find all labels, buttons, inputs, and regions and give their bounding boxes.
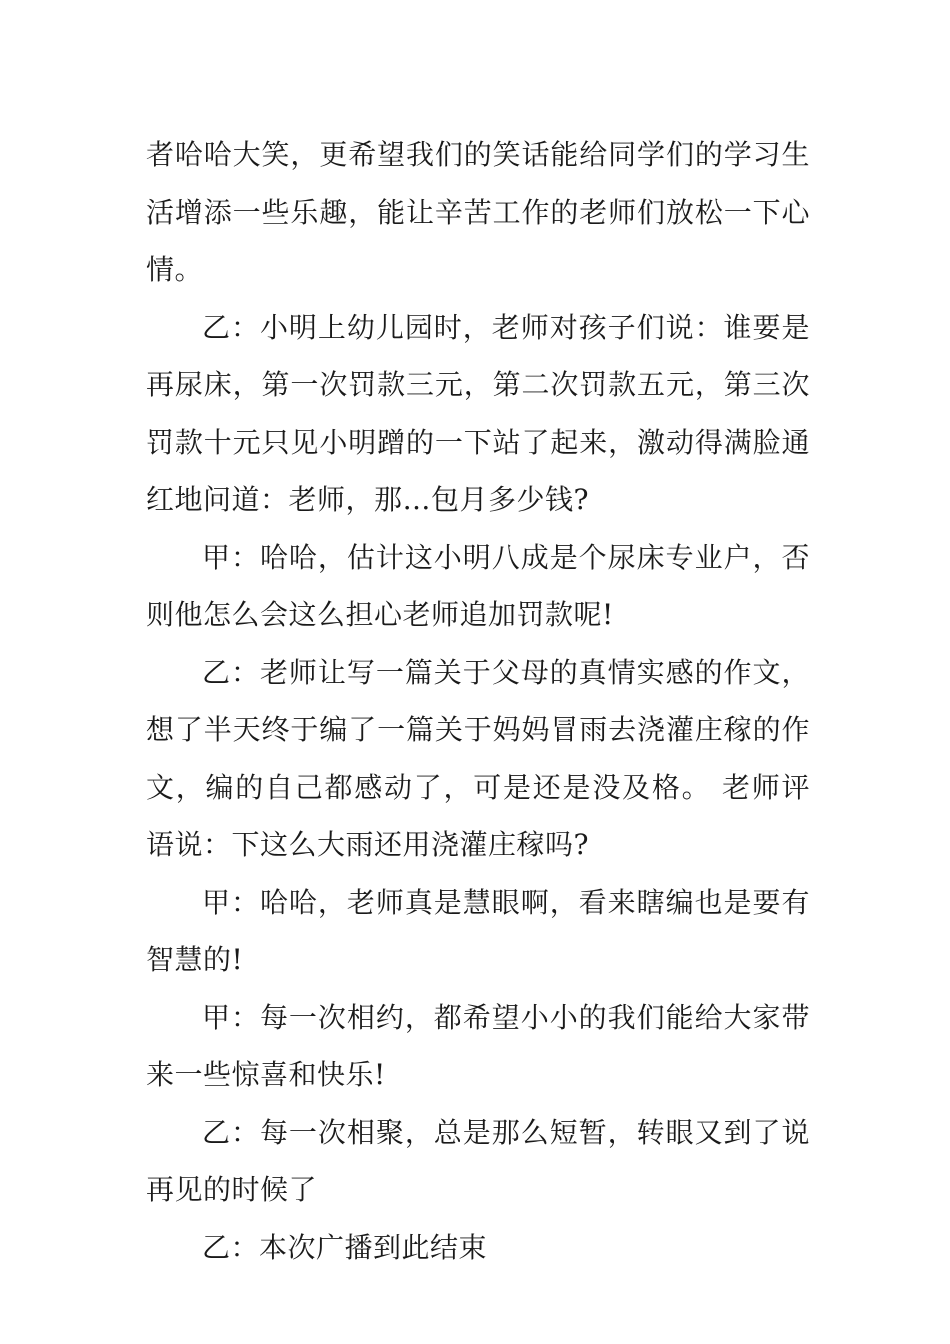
- paragraph-dialogue: 乙：老师让写一篇关于父母的真情实感的作文，想了半天终于编了一篇关于妈妈冒雨去浇灌庄稼的作文，编的自己都感动了，可是还是没及格。 老师评语说：下这么大雨还用浇灌庄稼吗?: [146, 655, 810, 861]
- paragraph-dialogue: 甲：哈哈，估计这小明八成是个尿床专业户，否则他怎么会这么担心老师追加罚款呢!: [146, 540, 810, 631]
- paragraph-closing: 乙：本次广播到此结束: [202, 1230, 488, 1264]
- paragraph-dialogue: 甲：每一次相约，都希望小小的我们能给大家带来一些惊喜和快乐!: [146, 1000, 810, 1091]
- paragraph-dialogue: 乙：小明上幼儿园时，老师对孩子们说：谁要是再尿床，第一次罚款三元，第二次罚款五元，第三次罚款十元只见小明蹭的一下站了起来，激动得满脸通红地问道：老师，那…包月多少钱?: [146, 310, 810, 516]
- paragraph-continuation: 者哈哈大笑，更希望我们的笑话能给同学们的学习生活增添一些乐趣，能让辛苦工作的老师们放松一下心情。: [146, 138, 810, 286]
- document-body: [146, 126, 810, 1276]
- paragraph-dialogue: 乙：每一次相聚，总是那么短暂，转眼又到了说再见的时候了: [146, 1115, 810, 1206]
- paragraph-dialogue: 甲：哈哈，老师真是慧眼啊，看来瞎编也是要有智慧的!: [146, 885, 810, 976]
